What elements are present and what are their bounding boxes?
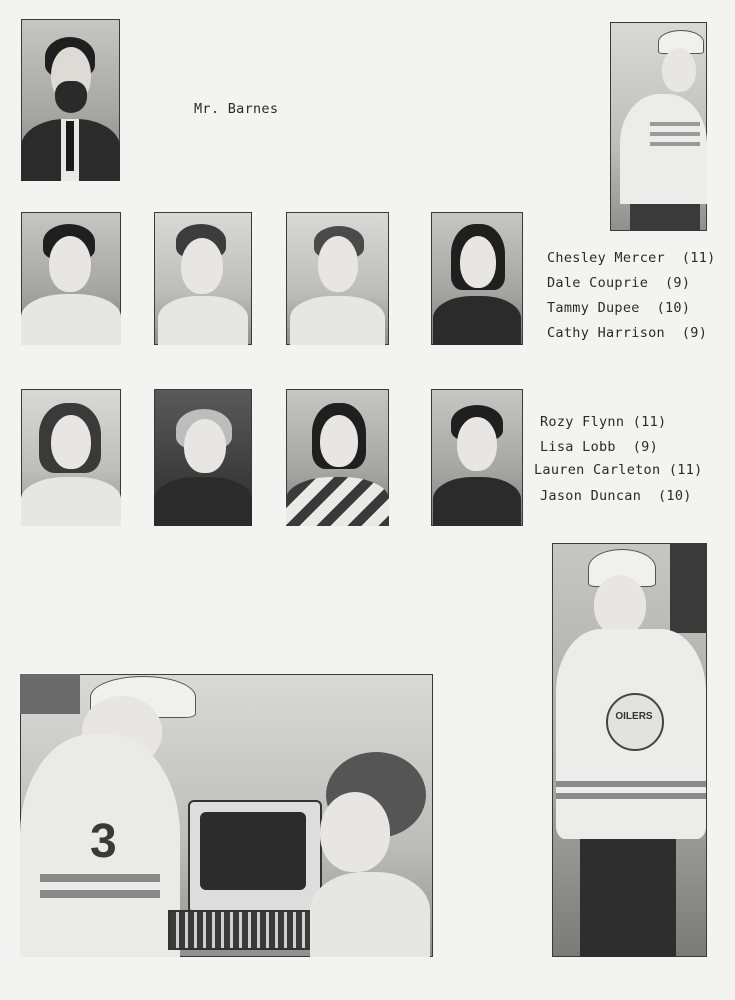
student-portrait-chesley-mercer — [21, 212, 121, 345]
teacher-portrait — [21, 19, 120, 181]
jersey-number: 3 — [90, 815, 117, 868]
row1-name-1: Chesley Mercer (11) — [547, 250, 716, 266]
student-portrait-tammy-dupee — [286, 212, 389, 345]
student-portrait-cathy-harrison — [431, 212, 523, 345]
student-portrait-rozy-flynn — [21, 389, 121, 526]
row2-name-3: Lauren Carleton (11) — [534, 462, 703, 478]
row2-name-4: Jason Duncan (10) — [540, 488, 692, 504]
student-portrait-lauren-carleton — [286, 389, 389, 526]
candid-photo-computer — [20, 674, 433, 957]
row2-name-2: Lisa Lobb (9) — [540, 439, 659, 455]
jersey-logo: OILERS — [615, 711, 653, 722]
student-portrait-dale-couprie — [154, 212, 252, 345]
row2-name-1: Rozy Flynn (11) — [540, 414, 667, 430]
student-portrait-jason-duncan — [431, 389, 523, 526]
teacher-name: Mr. Barnes — [194, 101, 279, 117]
student-portrait-lisa-lobb — [154, 389, 252, 526]
row1-name-2: Dale Couprie (9) — [547, 275, 691, 291]
candid-photo-cap-boy — [610, 22, 707, 231]
computer-screen — [200, 812, 306, 890]
row1-name-4: Cathy Harrison (9) — [547, 325, 708, 341]
candid-photo-oilers-jersey — [552, 543, 707, 957]
computer-keyboard — [168, 910, 332, 950]
row1-name-3: Tammy Dupee (10) — [547, 300, 691, 316]
